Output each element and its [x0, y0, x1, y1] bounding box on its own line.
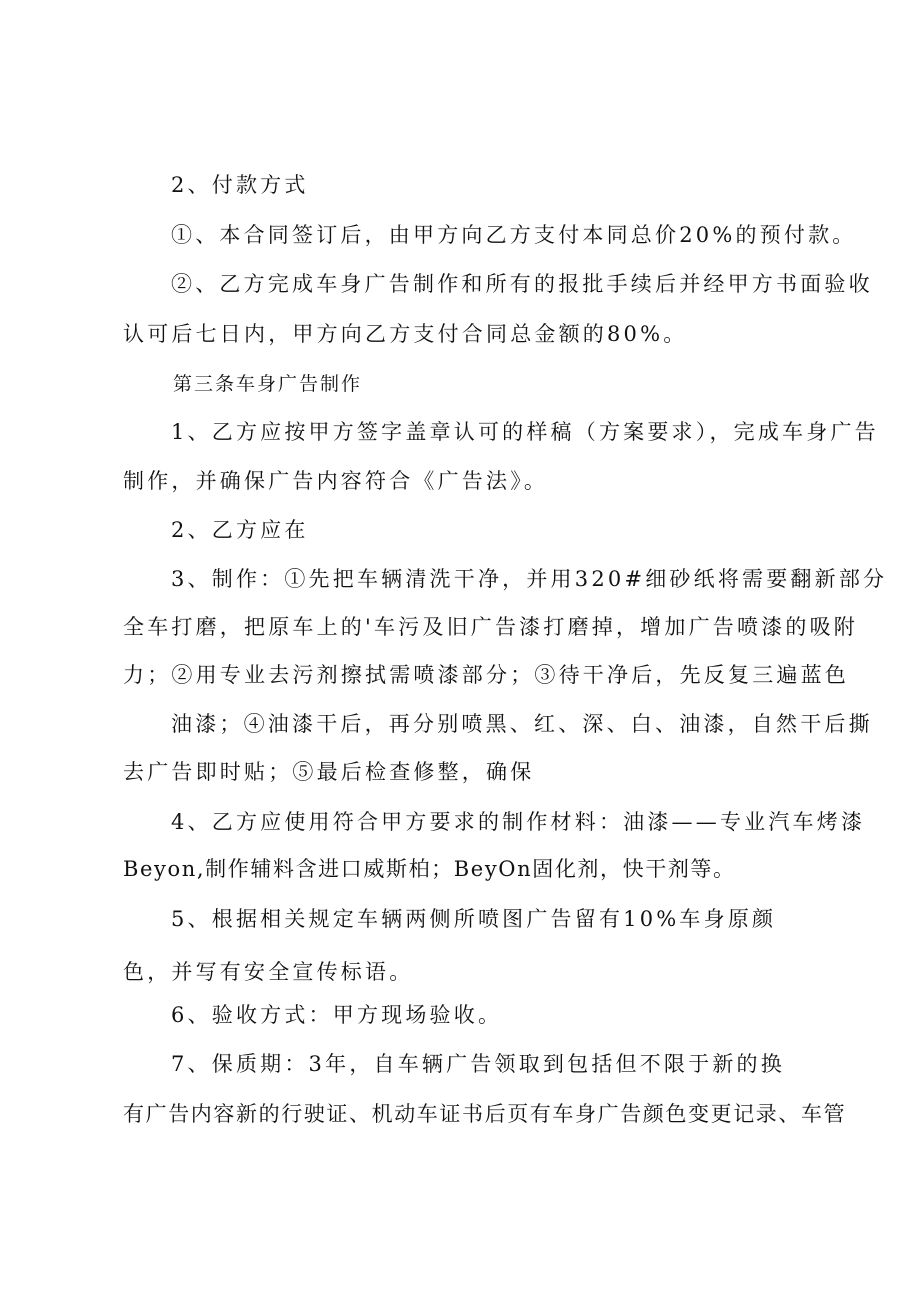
paragraph-line: 5、根据相关规定车辆两侧所喷图广告留有10%车身原颜 — [171, 907, 777, 931]
paragraph-line: 有广告内容新的行驶证、机动车证书后页有车身广告颜色变更记录、车管 — [123, 1102, 847, 1126]
paragraph-line: Beyon,制作辅料含进口威斯柏；BeyOn固化剂，快干剂等。 — [123, 857, 736, 881]
paragraph-line: 去广告即时贴；⑤最后检查修整，确保 — [123, 760, 535, 784]
paragraph-line: 全车打磨，把原车上的'车污及旧广告漆打磨掉，增加广告喷漆的吸附 — [123, 615, 858, 639]
paragraph-line: 4、乙方应使用符合甲方要求的制作材料：油漆——专业汽车烤漆 — [171, 810, 866, 834]
paragraph-line: 6、验收方式：甲方现场验收。 — [171, 1003, 503, 1027]
paragraph-line: 力；②用专业去污剂擦拭需喷漆部分；③待干净后，先反复三遍蓝色 — [123, 663, 849, 687]
paragraph-line: ②、乙方完成车身广告制作和所有的报批手续后并经甲方书面验收 — [171, 272, 873, 296]
paragraph-line: 色，并写有安全宣传标语。 — [123, 960, 414, 984]
paragraph-line: ①、本合同签订后，由甲方向乙方支付本同总价20%的预付款。 — [171, 223, 857, 247]
paragraph-line: 制作，并确保广告内容符合《广告法》。 — [123, 469, 549, 493]
paragraph-line: 2、乙方应在 — [171, 518, 309, 542]
paragraph-line: 1、乙方应按甲方签字盖章认可的样稿（方案要求），完成车身广告 — [171, 420, 879, 444]
section-heading: 第三条车身广告制作 — [173, 373, 363, 395]
paragraph-line: 油漆；④油漆干后，再分别喷黑、红、深、白、油漆，自然干后撕 — [171, 712, 873, 736]
paragraph-line: 认可后七日内，甲方向乙方支付合同总金额的80%。 — [123, 322, 688, 346]
payment-method-heading: 2、付款方式 — [171, 173, 309, 197]
paragraph-line: 7、保质期：3年，自车辆广告领取到包括但不限于新的换 — [171, 1052, 785, 1076]
paragraph-line: 3、制作：①先把车辆清洗干净，并用320#细砂纸将需要翻新部分 — [171, 567, 888, 591]
